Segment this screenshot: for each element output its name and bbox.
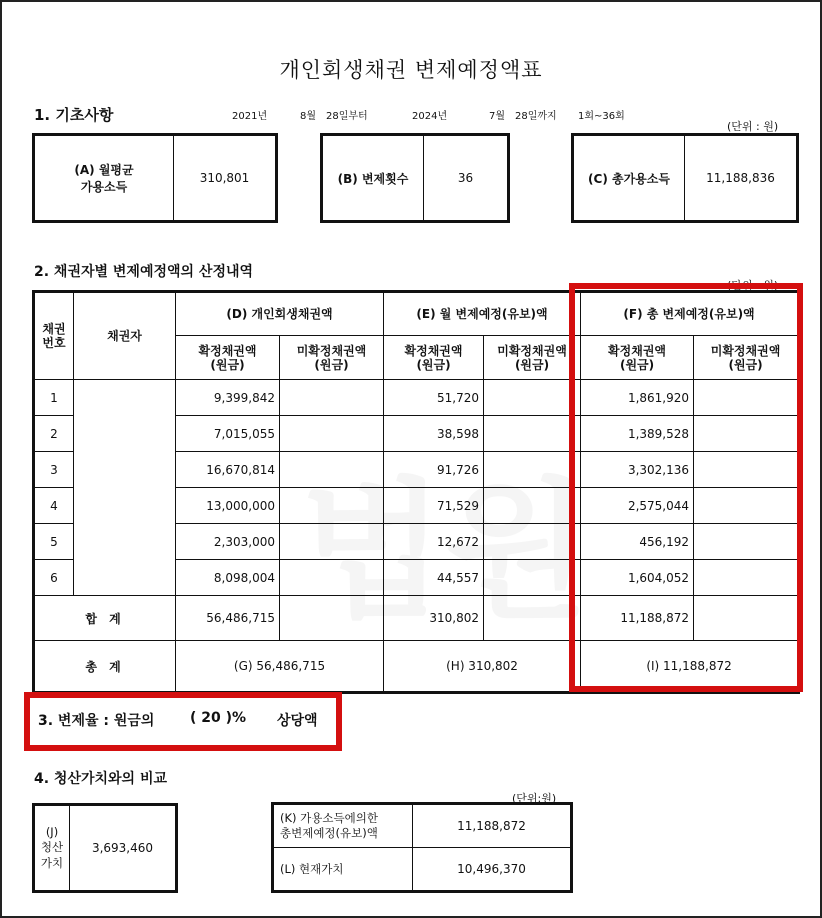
highlight-column-f <box>569 283 803 692</box>
subtotal-f: 11,188,872 <box>581 596 694 641</box>
header-d-confirmed: 확정채권액 (원금) <box>176 336 280 380</box>
row-no: 1 <box>34 380 74 416</box>
row-d: 16,670,814 <box>176 452 280 488</box>
row-no: 3 <box>34 452 74 488</box>
subtotal-d: 56,486,715 <box>176 596 280 641</box>
header-d: (D) 개인회생채권액 <box>176 292 384 336</box>
section3-prefix: 3. 변제율 : 원금의 <box>38 713 155 729</box>
header-f-unconfirmed: 미확정채권액 (원금) <box>694 336 799 380</box>
a-value: 310,801 <box>173 136 275 220</box>
k-label: (K) 가용소득에의한 총변제예정(유보)액 <box>273 804 413 848</box>
creditor-cell <box>74 380 176 596</box>
row-no: 4 <box>34 488 74 524</box>
unit-label-4: (단위:원) <box>512 792 557 805</box>
row-f: 2,575,044 <box>581 488 694 524</box>
row-d: 8,098,004 <box>176 560 280 596</box>
section2-heading: 2. 채권자별 변제예정액의 산정내역 <box>34 264 254 280</box>
row-no: 5 <box>34 524 74 560</box>
total-i: (I) 11,188,872 <box>581 641 799 693</box>
end-day: 28일까지 <box>515 111 557 122</box>
start-day: 28일부터 <box>326 111 368 122</box>
subtotal-label: 합 계 <box>34 596 176 641</box>
c-value: 11,188,836 <box>684 136 796 220</box>
j-label-2: 청산 <box>40 840 64 854</box>
row-no: 6 <box>34 560 74 596</box>
row-e: 71,529 <box>384 488 484 524</box>
l-label: (L) 현재가치 <box>273 848 413 892</box>
row-d: 2,303,000 <box>176 524 280 560</box>
header-f: (F) 총 변제예정(유보)액 <box>581 292 799 336</box>
start-month: 8월 <box>300 111 317 122</box>
row-f: 456,192 <box>581 524 694 560</box>
a-label-1: (A) 월평균 <box>74 163 134 177</box>
j-label-1: (J) <box>45 825 59 839</box>
row-e: 44,557 <box>384 560 484 596</box>
row-e: 12,672 <box>384 524 484 560</box>
header-e: (E) 월 변제예정(유보)액 <box>384 292 581 336</box>
box-total-income <box>571 133 799 223</box>
b-label: (B) 변제횟수 <box>337 171 409 186</box>
total-g: (G) 56,486,715 <box>176 641 384 693</box>
b-value: 36 <box>423 136 507 220</box>
j-value: 3,693,460 <box>69 806 175 890</box>
page-title: 개인회생채권 변제예정액표 <box>279 58 543 82</box>
section3-value: ( 20 )% <box>190 710 247 726</box>
box-liquidation-value <box>32 803 178 893</box>
row-f: 3,302,136 <box>581 452 694 488</box>
header-creditor: 채권자 <box>74 292 176 380</box>
section1-heading: 1. 기초사항 <box>34 106 114 124</box>
comparison-table <box>271 802 573 893</box>
l-value: 10,496,370 <box>413 848 572 892</box>
a-label-2: 가용소득 <box>80 180 128 194</box>
rounds: 1회~36회 <box>578 111 625 122</box>
header-e-unconfirmed: 미확정채권액 (원금) <box>484 336 581 380</box>
end-year: 2024년 <box>412 111 448 122</box>
header-no: 채권 번호 <box>34 292 74 380</box>
end-month: 7월 <box>489 111 506 122</box>
c-label: (C) 총가용소득 <box>588 171 670 186</box>
k-value: 11,188,872 <box>413 804 572 848</box>
row-e: 91,726 <box>384 452 484 488</box>
box-monthly-income <box>32 133 278 223</box>
subtotal-e: 310,802 <box>384 596 484 641</box>
j-label-3: 가치 <box>40 856 64 870</box>
unit-label-2: (단위 : 원) <box>727 279 779 292</box>
header-f-confirmed: 확정채권액 (원금) <box>581 336 694 380</box>
header-e-confirmed: 확정채권액 (원금) <box>384 336 484 380</box>
row-d: 9,399,842 <box>176 380 280 416</box>
row-f: 1,389,528 <box>581 416 694 452</box>
section4-heading: 4. 청산가치와의 비교 <box>34 771 167 787</box>
box-repay-count <box>320 133 510 223</box>
header-d-unconfirmed: 미확정채권액 (원금) <box>280 336 384 380</box>
section3-suffix: 상당액 <box>277 713 318 729</box>
start-year: 2021년 <box>232 111 268 122</box>
row-d: 13,000,000 <box>176 488 280 524</box>
row-e: 51,720 <box>384 380 484 416</box>
total-h: (H) 310,802 <box>384 641 581 693</box>
row-f: 1,604,052 <box>581 560 694 596</box>
unit-label-1: (단위 : 원) <box>727 120 779 133</box>
row-d: 7,015,055 <box>176 416 280 452</box>
row-e: 38,598 <box>384 416 484 452</box>
row-f: 1,861,920 <box>581 380 694 416</box>
row-no: 2 <box>34 416 74 452</box>
total-label: 총 계 <box>34 641 176 693</box>
